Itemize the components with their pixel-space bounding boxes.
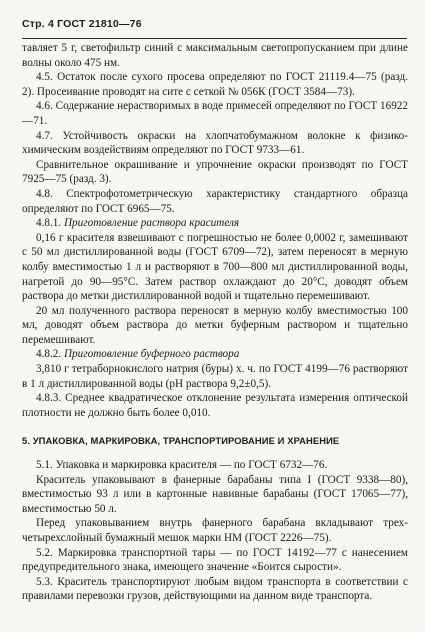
paragraph: 4.5. Остаток после сухого просева определяют по ГОСТ 21119.4—75 (разд. 2). Просеивание проводят на сите с сеткой № 056К (ГОСТ 3584—73). xyxy=(22,71,408,98)
paragraph: 4.7. Устойчивость окраски на хлопчатобумажном волокне к физико-химическим воздействиям определяют по ГОСТ 9733—61. xyxy=(22,129,408,157)
paragraph xyxy=(22,216,408,231)
paragraph: 5.2. Маркировка транспортной тары — по ГОСТ 14192—77 с нанесением предупредительного знака, имеющего значение «Боится сырости». xyxy=(22,546,408,574)
clause-number: 4.8.1. xyxy=(36,217,64,230)
paragraph: 3,810 г тетраборнокислого натрия (буры) х. ч. по ГОСТ 4199—76 растворяют в 1 л дистиллированной воды (рН раствора 9,2±0,5). xyxy=(22,363,408,390)
paragraph: 4.6. Содержание нерастворимых в воде примесей определяют по ГОСТ 16922—71. xyxy=(22,100,408,127)
paragraph: Сравнительное окрашивание и упрочнение окраски производят по ГОСТ 7925—75 (разд. 3). xyxy=(22,158,408,186)
paragraph: Перед упаковыванием внутрь фанерного барабана вкладывают трех-четырехслойный бумажный мешок марки НМ (ГОСТ 2226—75). xyxy=(22,517,408,544)
paragraph: 20 мл полученного раствора переносят в мерную колбу вместимостью 100 мл, доводят объем раствора до метки буферным раствором и тщательно перемешивают. xyxy=(22,304,408,346)
paragraph: тавляет 5 г, светофильтр синий с максимальным светопропусканием при длине волны около 475 нм. xyxy=(22,42,408,69)
paragraph: 0,16 г красителя взвешивают с погрешностью не более 0,0002 г, замешивают с 50 мл дистиллированной воды (ГОСТ 6709—72), затем переносят в мерную колбу вместимостью 1 л и растворяют в 700—800 мл дистиллированной воды, нагретой до 90—95°С. Затем раствор охлаждают до 20°С, доводят объем раствора до метки дистиллированной водой и тщательно перемешивают. xyxy=(22,231,408,303)
section-heading: 5. УПАКОВКА, МАРКИРОВКА, ТРАНСПОРТИРОВАНИЕ И ХРАНЕНИЕ xyxy=(22,435,340,447)
paragraph: 5.3. Краситель транспортируют любым видом транспорта в соответствии с правилами перевозки грузов, действующими на данном виде транспорта. xyxy=(22,575,408,603)
paragraph xyxy=(22,347,408,362)
paragraph: 5.1. Упаковка и маркировка красителя — по ГОСТ 6732—76. xyxy=(36,459,328,472)
paragraph: 4.8.3. Среднее квадратическое отклонение результата измерения оптической плотности не должно быть более 0,010. xyxy=(22,392,408,419)
paragraph: Краситель упаковывают в фанерные барабаны типа I (ГОСТ 9338—80), вместимостью 93 л или в картонные навивные барабаны (ГОСТ 17065—77), вместимостью 50 л. xyxy=(22,473,408,515)
subsection-title: Приготовление буферного раствора xyxy=(63,348,240,361)
document-body xyxy=(22,41,408,604)
page-header: Стр. 4 ГОСТ 21810—76 xyxy=(22,18,142,30)
header-rule xyxy=(22,38,407,39)
subsection-title: Приготовление раствора красителя xyxy=(63,217,240,230)
clause-number: 4.8.2. xyxy=(36,348,64,361)
paragraph: 4.8. Спектрофотометрическую характеристику стандартного образца определяют по ГОСТ 6965—75. xyxy=(22,187,408,215)
